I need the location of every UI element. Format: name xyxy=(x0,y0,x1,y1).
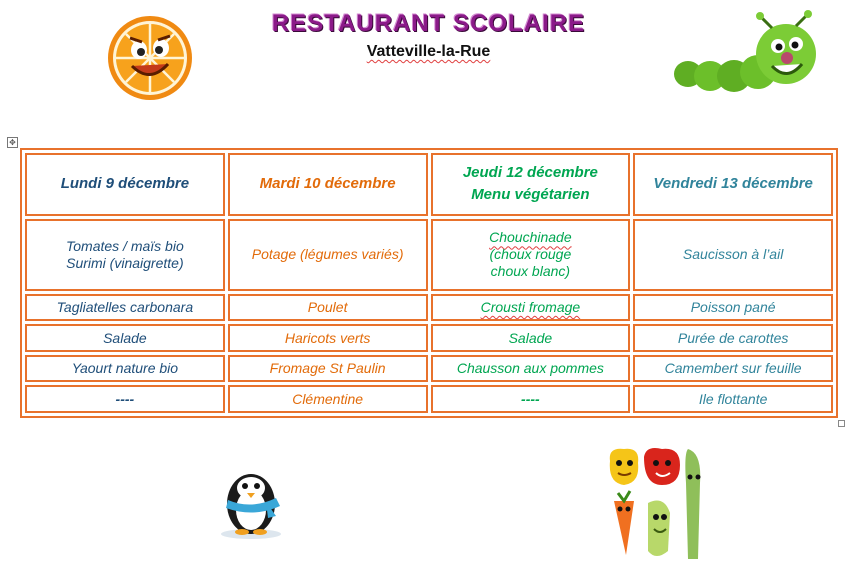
dish-line: Surimi (vinaigrette) xyxy=(66,254,184,271)
menu-cell xyxy=(25,385,225,413)
menu-cell xyxy=(25,355,225,383)
table-resize-handle[interactable] xyxy=(838,420,845,427)
day-label: Vendredi 13 décembre xyxy=(653,175,813,193)
day-header-monday xyxy=(25,153,225,216)
menu-cell xyxy=(633,324,833,352)
penguin-mascot xyxy=(214,462,288,540)
dish-line: ---- xyxy=(521,390,540,407)
dish-line: (choux rouge xyxy=(489,246,572,263)
dish-line: choux blanc) xyxy=(490,263,571,280)
menu-cell xyxy=(228,324,428,352)
dish-line: Haricots verts xyxy=(284,329,371,346)
table-row xyxy=(25,219,833,291)
dish-line: Ile flottante xyxy=(698,390,768,407)
subtitle-text: Vatteville-la-Rue xyxy=(366,43,491,60)
menu-cell xyxy=(431,355,631,383)
menu-cell xyxy=(25,294,225,322)
dish-line: Saucisson à l’ail xyxy=(682,246,784,263)
menu-cell xyxy=(633,294,833,322)
dish-line: Salade xyxy=(103,329,147,346)
menu-cell xyxy=(431,219,631,291)
menu-cell xyxy=(431,324,631,352)
day-header-tuesday xyxy=(228,153,428,216)
menu-cell xyxy=(25,324,225,352)
day-header-thursday xyxy=(431,153,631,216)
dish-line: Tomates / maïs bio xyxy=(65,237,184,254)
dish-line: Fromage St Paulin xyxy=(269,360,386,377)
menu-cell xyxy=(228,219,428,291)
caterpillar-mascot xyxy=(668,10,826,106)
table-row xyxy=(25,294,833,322)
menu-cell xyxy=(633,219,833,291)
dish-line: ---- xyxy=(115,390,135,407)
dish-line: Crousti fromage xyxy=(480,299,581,316)
day-label: Jeudi 12 décembre xyxy=(462,164,598,182)
day-label: Mardi 10 décembre xyxy=(259,175,396,193)
menu-cell xyxy=(228,355,428,383)
day-label: Lundi 9 décembre xyxy=(60,175,190,193)
menu-cell xyxy=(228,385,428,413)
menu-cell xyxy=(633,385,833,413)
table-row xyxy=(25,324,833,352)
orange-slice-mascot xyxy=(106,14,194,102)
dish-line: Salade xyxy=(508,329,553,346)
menu-cell xyxy=(431,294,631,322)
dish-line: Camembert sur feuille xyxy=(664,360,802,377)
dish-line: Tagliatelles carbonara xyxy=(56,299,194,316)
dish-line: Purée de carottes xyxy=(677,329,789,346)
menu-cell xyxy=(228,294,428,322)
table-row xyxy=(25,385,833,413)
page-title: RESTAURANT SCOLAIRE xyxy=(271,10,586,37)
dish-line: Potage (légumes variés) xyxy=(251,246,404,263)
vegetables-mascot xyxy=(604,443,716,561)
table-row xyxy=(25,355,833,383)
table-move-handle-icon[interactable]: ✥ xyxy=(7,137,18,148)
menu-cell xyxy=(25,219,225,291)
dish-line: Poulet xyxy=(307,299,348,316)
day-sublabel: Menu végétarien xyxy=(471,186,590,204)
dish-line: Chouchinade xyxy=(489,229,572,246)
menu-cell xyxy=(633,355,833,383)
dish-line: Yaourt nature bio xyxy=(71,360,179,377)
dish-line: Clémentine xyxy=(292,390,364,407)
dish-line: Poisson pané xyxy=(690,299,776,316)
dish-line: Chausson aux pommes xyxy=(456,360,604,377)
menu-cell xyxy=(431,385,631,413)
menu-grid xyxy=(22,150,836,416)
menu-table xyxy=(20,148,838,418)
table-header-row xyxy=(25,153,833,216)
day-header-friday xyxy=(633,153,833,216)
